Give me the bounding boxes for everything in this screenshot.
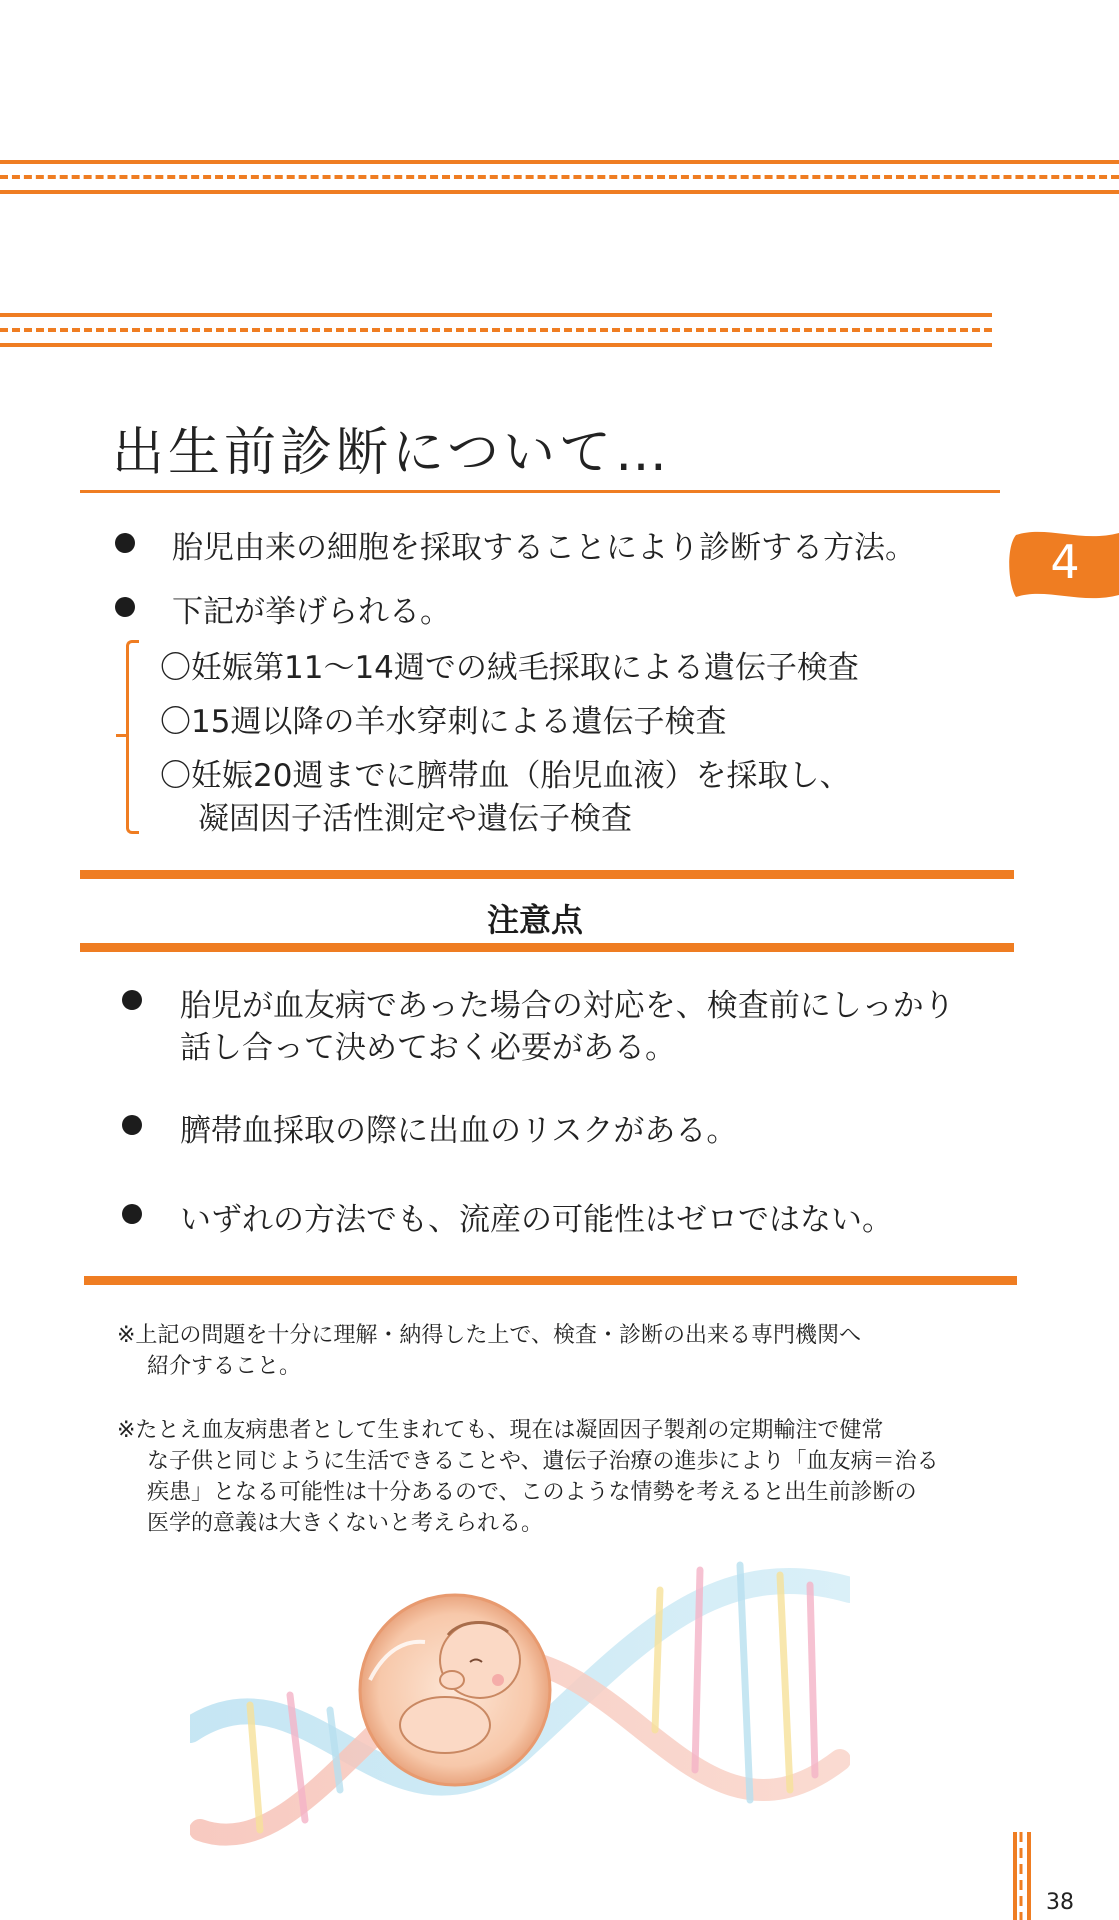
note-line: ※たとえ血友病患者として生まれても、現在は凝固因子製剤の定期輸注で健常: [117, 1418, 884, 1443]
dna-fetus-illustration: [190, 1530, 850, 1870]
page-marker-bars: [1013, 1832, 1033, 1920]
note-line: 紹介すること。: [147, 1354, 302, 1379]
list-bracket: [126, 640, 139, 834]
page-title: 出生前診断について…: [112, 423, 671, 483]
bullet-dot: [115, 597, 135, 617]
caution-bullet-dot: [122, 1204, 142, 1224]
caution-item-line: 話し合って決めておく必要がある。: [180, 1030, 676, 1066]
caution-item-line: いずれの方法でも、流産の可能性はゼロではない。: [180, 1202, 893, 1238]
caution-end-rule: [84, 1276, 1017, 1285]
method-item: 〇妊娠20週までに臍帯血（胎児血液）を採取し、: [160, 758, 851, 794]
note-line: ※上記の問題を十分に理解・納得した上で、検査・診断の出来る専門機関へ: [117, 1323, 861, 1348]
caution-title: 注意点: [486, 901, 583, 939]
chapter-number: 4: [1050, 535, 1080, 589]
method-item-continued: 凝固因子活性測定や遺伝子検査: [198, 801, 632, 837]
bullet-text: 下記が挙げられる。: [172, 594, 451, 630]
bullet-text: 胎児由来の細胞を採取することにより診断する方法。: [172, 530, 916, 566]
fetus-icon: [360, 1595, 550, 1785]
title-divider: [80, 490, 1000, 493]
caution-bullet-dot: [122, 1115, 142, 1135]
bullet-dot: [115, 533, 135, 553]
caution-item-line: 胎児が血友病であった場合の対応を、検査前にしっかり: [180, 988, 955, 1024]
caution-top-rule: [80, 870, 1014, 879]
note-line: 疾患」となる可能性は十分あるので、このような情勢を考えると出生前診断の: [147, 1480, 917, 1505]
caution-bullet-dot: [122, 990, 142, 1010]
caution-item-line: 臍帯血採取の際に出血のリスクがある。: [180, 1113, 738, 1149]
note-line: 医学的意義は大きくないと考えられる。: [147, 1511, 544, 1536]
page-number: 38: [1046, 1890, 1074, 1915]
top-dashed-band: [0, 160, 1119, 194]
method-item: 〇15週以降の羊水穿刺による遺伝子検査: [160, 704, 727, 740]
note-line: な子供と同じように生活できることや、遺伝子治療の進歩により「血友病＝治る: [147, 1449, 939, 1474]
caution-bottom-rule: [80, 943, 1014, 952]
method-item: 〇妊娠第11～14週での絨毛採取による遺伝子検査: [160, 650, 859, 686]
second-dashed-band: [0, 313, 992, 347]
list-bracket-tick: [116, 734, 128, 737]
